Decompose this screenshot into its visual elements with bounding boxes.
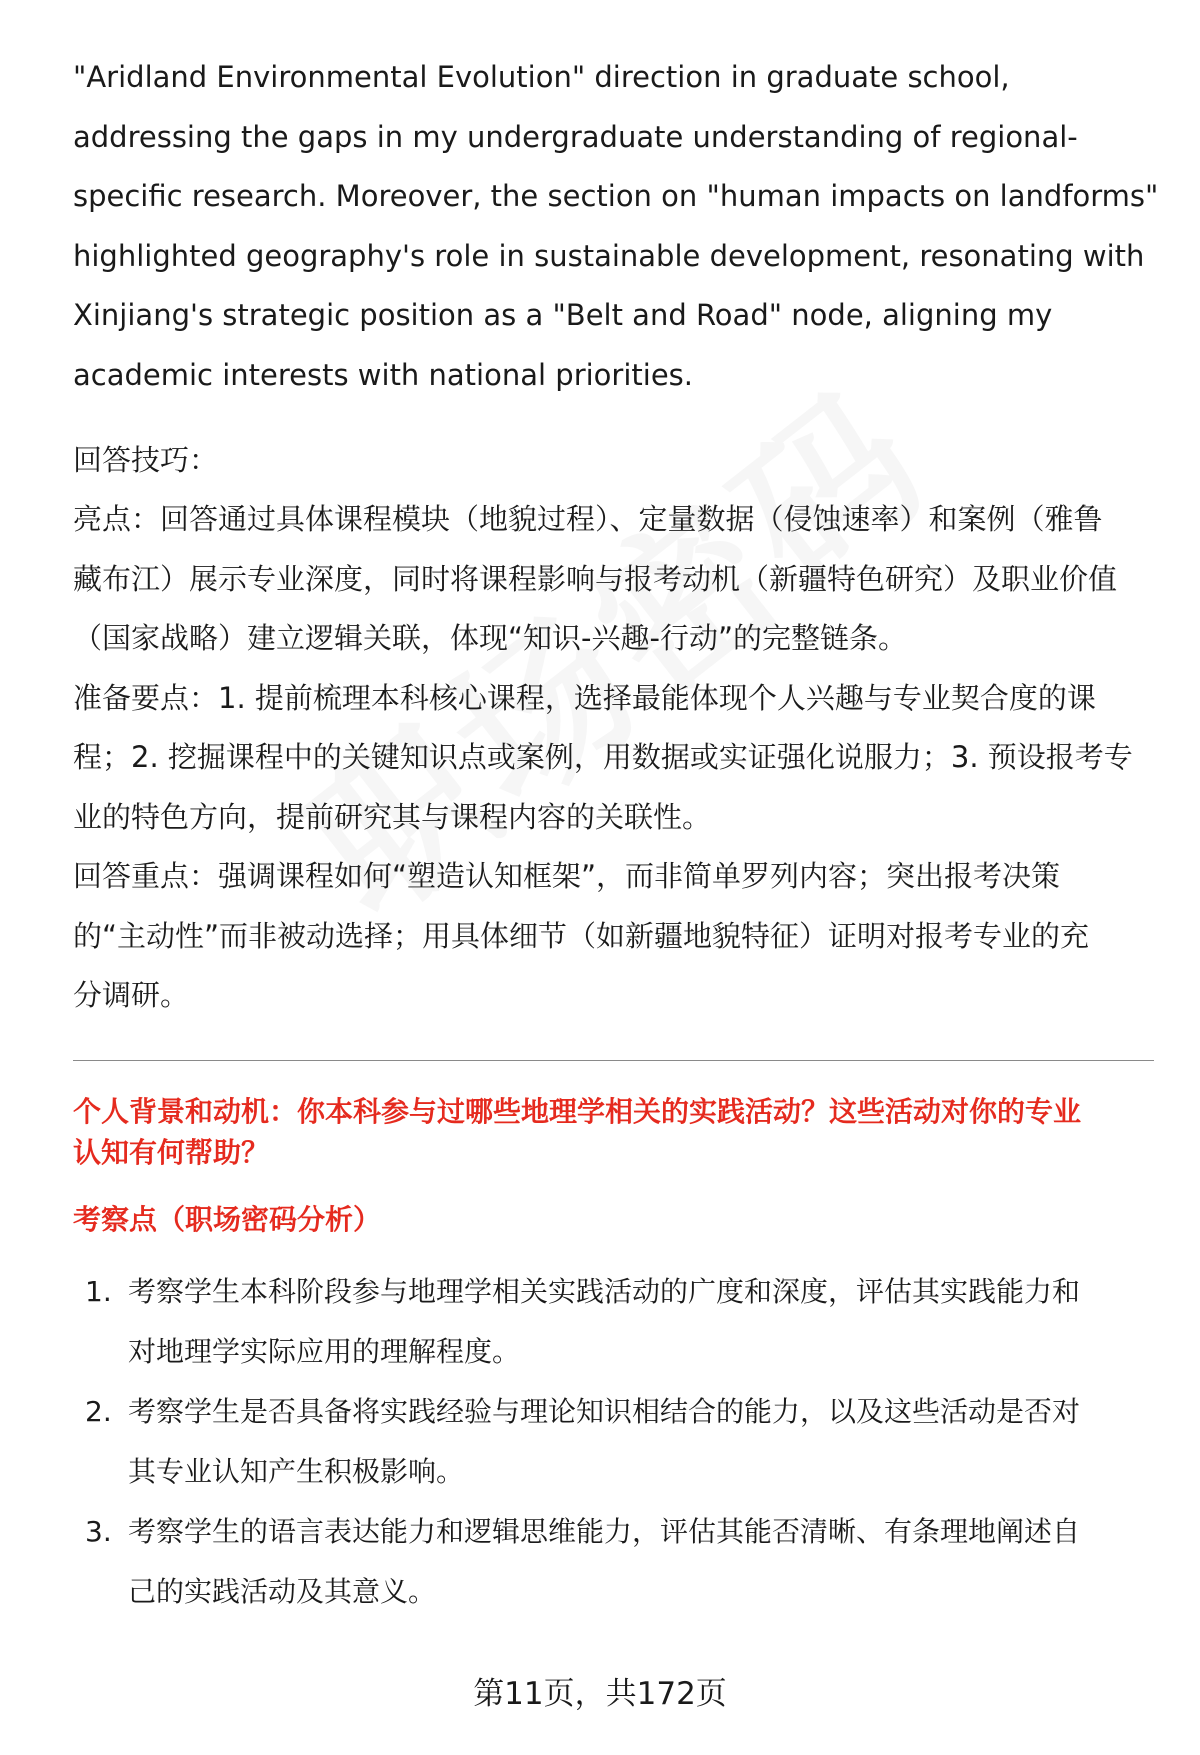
prep-line: 程；2. 挖掘课程中的关键知识点或案例，用数据或实证强化说服力；3. 预设报考专 [73, 740, 1133, 774]
list-item-number: 1. [85, 1274, 112, 1308]
assessment-heading: 考察点（职场密码分析） [73, 1202, 382, 1236]
list-item-line: 考察学生的语言表达能力和逻辑思维能力，评估其能否清晰、有条理地阐述自 [128, 1514, 1081, 1548]
section-divider [73, 1060, 1154, 1061]
list-item-number: 2. [85, 1394, 112, 1428]
highlights-line: 藏布江）展示专业深度，同时将课程影响与报考动机（新疆特色研究）及职业价值 [73, 561, 1118, 596]
prep-line: 准备要点：1. 提前梳理本科核心课程，选择最能体现个人兴趣与专业契合度的课 [73, 680, 1096, 715]
highlights-line: （国家战略）建立逻辑关联，体现“知识-兴趣-行动”的完整链条。 [73, 621, 907, 655]
list-item-line: 其专业认知产生积极影响。 [128, 1454, 465, 1488]
list-item-line: 考察学生是否具备将实践经验与理论知识相结合的能力，以及这些活动是否对 [128, 1394, 1081, 1428]
list-item-number: 3. [85, 1514, 112, 1548]
section-question [73, 1091, 1153, 1173]
tips-highlights [73, 490, 1153, 669]
paragraph-line: "Aridland Environmental Evolution" direction in graduate school, [73, 60, 1010, 94]
focus-line: 回答重点：强调课程如何“塑造认知框架”，而非简单罗列内容；突出报考决策 [73, 859, 1061, 893]
list-item [73, 1262, 1153, 1382]
paragraph-line: specific research. Moreover, the section on "human impacts on landforms" [73, 179, 1159, 213]
list-item-line: 考察学生本科阶段参与地理学相关实践活动的广度和深度，评估其实践能力和 [128, 1274, 1081, 1308]
document-page [73, 48, 1159, 1622]
list-item [73, 1382, 1153, 1502]
question-line: 认知有何帮助？ [73, 1135, 270, 1169]
list-item [73, 1502, 1153, 1622]
english-paragraph [73, 48, 1159, 405]
assessment-points-list [73, 1262, 1153, 1622]
focus-line: 的“主动性”而非被动选择；用具体细节（如新疆地貌特征）证明对报考专业的充 [73, 918, 1090, 953]
focus-line: 分调研。 [73, 978, 190, 1012]
prep-line: 业的特色方向，提前研究其与课程内容的关联性。 [73, 799, 712, 834]
tips-focus [73, 847, 1153, 1026]
page-number-footer: 第11页，共172页 [473, 1676, 727, 1712]
tips-preparation [73, 669, 1153, 848]
paragraph-line: highlighted geography's role in sustainable development, resonating with [73, 238, 1145, 273]
paragraph-line: Xinjiang's strategic position as a "Belt and Road" node, aligning my [73, 298, 1053, 332]
paragraph-line: academic interests with national priorities. [73, 357, 693, 392]
highlights-line: 亮点：回答通过具体课程模块（地貌过程）、定量数据（侵蚀速率）和案例（雅鲁 [73, 502, 1103, 536]
paragraph-line: addressing the gaps in my undergraduate understanding of regional- [73, 119, 1078, 154]
list-item-line: 对地理学实际应用的理解程度。 [128, 1334, 521, 1368]
question-line: 个人背景和动机：你本科参与过哪些地理学相关的实践活动？这些活动对你的专业 [73, 1094, 1082, 1128]
list-item-line: 己的实践活动及其意义。 [128, 1574, 437, 1608]
tips-heading: 回答技巧： [73, 443, 219, 477]
